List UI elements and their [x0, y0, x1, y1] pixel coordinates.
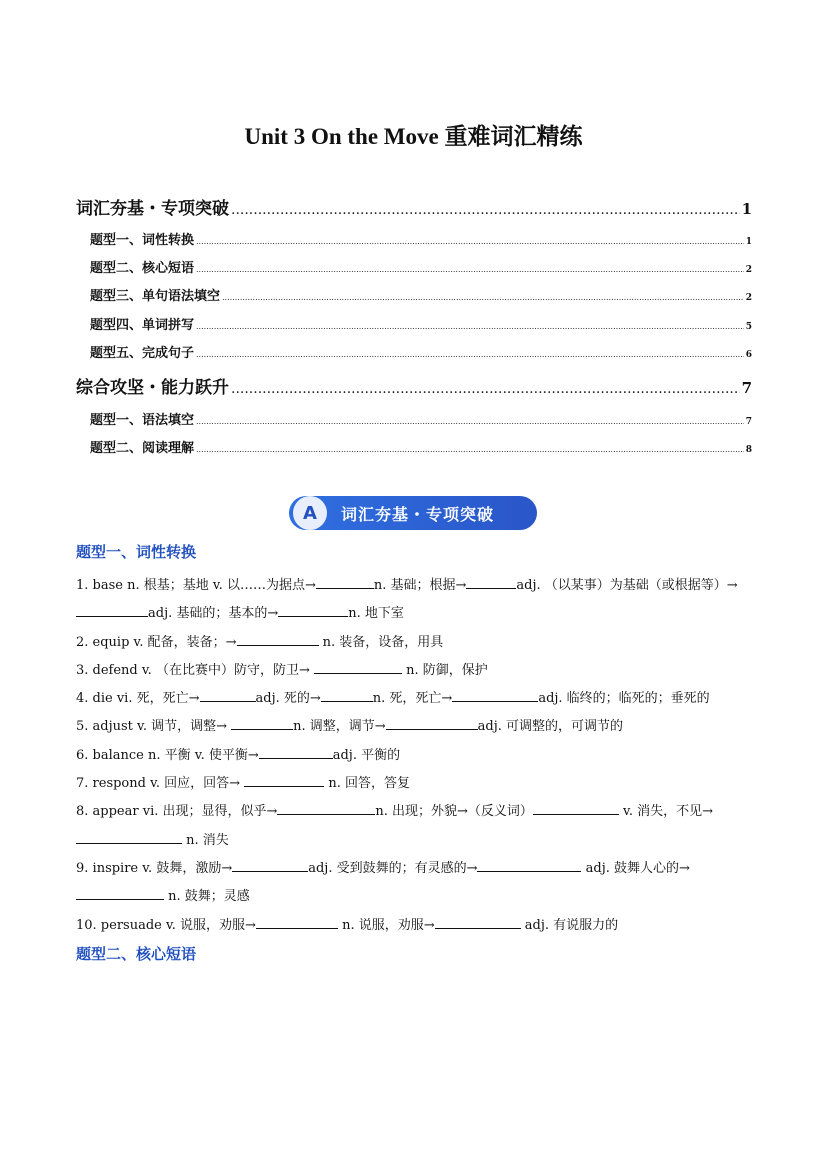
answer-blank[interactable] — [76, 885, 164, 900]
answer-blank[interactable] — [232, 857, 308, 872]
toc-entry-label: 综合攻坚・能力跃升 — [76, 378, 229, 398]
toc-entry-label: 题型五、完成句子 — [90, 346, 195, 361]
toc-entry[interactable] — [76, 229, 752, 248]
answer-blank[interactable] — [259, 744, 333, 759]
list-item: 7. respond v. 回应，回答→ n. 回答，答复 — [76, 770, 756, 798]
answer-blank[interactable] — [314, 659, 402, 674]
answer-blank[interactable] — [321, 687, 373, 702]
toc-entry-page: 8 — [745, 445, 752, 455]
toc-entry-label: 词汇夯基・专项突破 — [76, 199, 229, 219]
answer-blank[interactable] — [200, 687, 256, 702]
section-heading: 题型一、词性转换 — [76, 543, 197, 561]
list-item: 5. adjust v. 调节，调整→ n. 调整，调节→ adj. 可调整的，可调节的 — [76, 713, 756, 741]
answer-blank[interactable] — [278, 602, 348, 617]
answer-blank[interactable] — [76, 829, 182, 844]
toc-entry-label: 题型一、语法填空 — [90, 413, 195, 428]
answer-blank[interactable] — [244, 772, 324, 787]
toc-entry-label: 题型二、核心短语 — [90, 261, 195, 276]
toc-entry-page: 5 — [745, 322, 752, 332]
section-banner — [289, 496, 537, 530]
answer-blank[interactable] — [237, 631, 319, 646]
section-badge: A — [293, 496, 327, 530]
answer-blank[interactable] — [466, 574, 516, 589]
toc-entry[interactable] — [76, 373, 752, 398]
list-item: 6. balance n. 平衡 v. 使平衡→ adj. 平衡的 — [76, 742, 756, 770]
toc-entry-page: 1 — [745, 237, 752, 247]
toc-entry-page: 2 — [745, 293, 752, 303]
toc-entry-page: 6 — [745, 350, 752, 360]
exercise-list — [76, 572, 756, 940]
answer-blank[interactable] — [231, 715, 293, 730]
section-banner-text: 词汇夯基・专项突破 — [341, 504, 495, 524]
toc-entry[interactable] — [76, 437, 752, 456]
answer-blank[interactable] — [386, 715, 478, 730]
list-item: 4. die vi. 死，死亡→ adj. 死的→ n. 死，死亡→ adj. 临终的；临死的；垂死的 — [76, 685, 756, 713]
toc-entry-label: 题型一、词性转换 — [90, 233, 195, 248]
list-item: 9. inspire v. 鼓舞，激励→ adj. 受到鼓舞的；有灵感的→ adj. 鼓舞人心的→ n. 鼓舞；灵感 — [76, 855, 756, 912]
section-heading: 题型二、核心短语 — [76, 945, 197, 963]
toc-entry[interactable] — [76, 342, 752, 361]
list-item: 1. base n. 根基；基地 v. 以……为据点→ n. 基础；根据→ adj. （以某事）为基础（或根据等）→adj. 基础的；基本的→ n. 地下室 — [76, 572, 756, 629]
toc-entry[interactable] — [76, 409, 752, 428]
answer-blank[interactable] — [452, 687, 538, 702]
list-item: 10. persuade v. 说服，劝服→ n. 说服，劝服→ adj. 有说服力的 — [76, 912, 756, 940]
page-title: Unit 3 On the Move 重难词汇精练 — [244, 124, 583, 149]
answer-blank[interactable] — [277, 800, 375, 815]
answer-blank[interactable] — [533, 800, 619, 815]
toc-entry-page: 2 — [745, 265, 752, 275]
toc-entry[interactable] — [76, 257, 752, 276]
answer-blank[interactable] — [477, 857, 581, 872]
toc-entry[interactable] — [76, 314, 752, 333]
toc-entry-page: 1 — [741, 200, 752, 218]
list-item: 8. appear vi. 出现；显得，似乎→ n. 出现；外貌→（反义词） v. 消失，不见→ n. 消失 — [76, 798, 756, 855]
answer-blank[interactable] — [435, 914, 521, 929]
list-item: 3. defend v. （在比赛中）防守，防卫→ n. 防御，保护 — [76, 657, 756, 685]
toc-entry-label: 题型二、阅读理解 — [90, 441, 195, 456]
list-item: 2. equip v. 配备，装备；→ n. 装备，设备，用具 — [76, 629, 756, 657]
answer-blank[interactable] — [316, 574, 374, 589]
toc-entry-label: 题型四、单词拼写 — [90, 318, 195, 333]
answer-blank[interactable] — [256, 914, 338, 929]
answer-blank[interactable] — [76, 602, 148, 617]
toc-entry-page: 7 — [745, 417, 752, 427]
toc-entry-label: 题型三、单句语法填空 — [90, 289, 221, 304]
toc-entry[interactable] — [76, 285, 752, 304]
toc-entry[interactable] — [76, 194, 752, 219]
toc-entry-page: 7 — [741, 379, 752, 397]
